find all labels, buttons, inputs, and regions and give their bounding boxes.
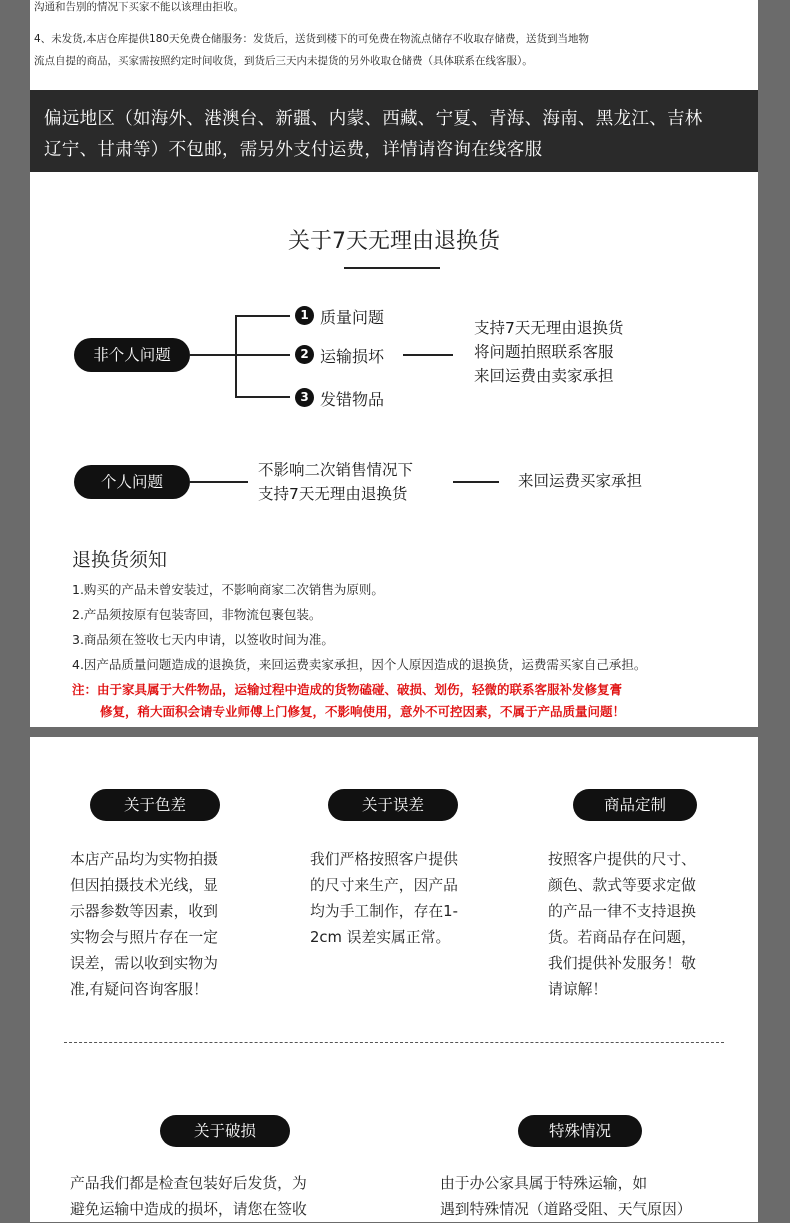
dashed-divider [64,1042,724,1043]
color-difference-badge: 关于色差 [90,789,220,821]
reason-wrong-item: 发错物品 [320,390,385,409]
error-badge: 关于误差 [328,789,458,821]
personal-result: 来回运费买家承担 [518,472,643,490]
damage-badge: 关于破损 [160,1115,290,1147]
text-line: 颜色、款式等要求定做 [548,877,696,894]
remote-area-banner [30,90,758,172]
text-line: 准,有疑问咨询客服！ [70,981,208,998]
notice-rule-3: 3.商品须在签收七天内申请，以签收时间为准。 [72,632,334,647]
text-line: 但因拍摄技术光线，显 [70,877,218,894]
banner-line-2: 辽宁、甘肃等）不包邮，需另外支付运费，详情请咨询在线客服 [44,140,543,160]
connector [190,354,236,356]
top-note-line-1: 沟通和告别的情况下买家不能以该理由拒收。 [34,1,244,13]
top-note-line-2: 4、未发货,本店仓库提供180天免费仓储服务：发货后，送货到楼下的可免费在物流点储存不收取存储费，送货到当地物 [34,33,590,45]
notice-rule-2: 2.产品须按原有包装寄回，非物流包裹包装。 [72,607,322,622]
color-difference-text [70,847,218,1003]
customization-text [548,847,696,1003]
text-line: 均为手工制作，存在1- [310,903,458,920]
connector [403,354,453,356]
non-personal-result-3: 来回运费由卖家承担 [474,367,614,385]
connector [235,396,290,398]
damage-text [70,1171,307,1223]
error-text [310,847,458,951]
text-line: 我们提供补发服务！敬 [548,955,696,972]
text-line: 产品我们都是检查包装好后发货，为 [70,1175,307,1192]
non-personal-result-2: 将问题拍照联系客服 [474,343,614,361]
connector [235,315,290,317]
connector [235,315,237,397]
special-case-badge: 特殊情况 [518,1115,642,1147]
warning-note-line-1: 注：由于家具属于大件物品，运输过程中造成的货物磕碰、破损、划伤，轻微的联系客服补发修复膏 [72,682,623,697]
text-line: 实物会与照片存在一定 [70,929,218,946]
connector [235,354,290,356]
title-underline [344,267,440,269]
top-note-line-3: 流点自提的商品，买家需按照约定时间收货，到货后三天内未提货的另外收取仓储费（具体联系在线客服）。 [34,55,533,67]
text-line: 货。若商品存在问题， [548,929,696,946]
text-line: 请谅解！ [548,981,608,998]
policy-title: 关于7天无理由退换货 [288,229,500,254]
notice-rule-1: 1.购买的产品未曾安装过，不影响商家二次销售为原则。 [72,582,384,597]
personal-condition-1: 不影响二次销售情况下 [258,461,414,479]
text-line: 我们严格按照客户提供 [310,851,458,868]
non-personal-result-1: 支持7天无理由退换货 [474,319,624,337]
text-line: 示器参数等因素，收到 [70,903,218,920]
warning-note-line-2: 修复，稍大面积会请专业师傅上门修复，不影响使用，意外不可控因素，不属于产品质量问题！ [100,704,626,719]
special-case-text [440,1171,692,1223]
return-policy-panel [30,172,758,727]
connector [190,481,248,483]
number-badge-2: 2 [295,345,314,364]
text-line: 2cm 误差实属正常。 [310,929,451,946]
non-personal-issue-pill: 非个人问题 [74,338,190,372]
reason-quality: 质量问题 [320,308,385,327]
text-line: 遇到特殊情况（道路受阻、天气原因） [440,1201,692,1218]
text-line: 由于办公家具属于特殊运输，如 [440,1175,648,1192]
text-line: 避免运输中造成的损坏，请您在签收 [70,1201,307,1218]
info-panel [30,737,758,1222]
text-line: 的尺寸来生产，因产品 [310,877,458,894]
text-line: 误差，需以收到实物为 [70,955,218,972]
customization-badge: 商品定制 [573,789,697,821]
number-badge-1: 1 [295,306,314,325]
text-line: 按照客户提供的尺寸、 [548,851,696,868]
personal-condition-2: 支持7天无理由退换货 [258,485,408,503]
connector [453,481,499,483]
personal-issue-pill: 个人问题 [74,465,190,499]
notice-rule-4: 4.因产品质量问题造成的退换货，来回运费卖家承担，因个人原因造成的退换货，运费需买家自己承担。 [72,657,647,672]
reason-transport: 运输损坏 [320,347,385,366]
banner-line-1: 偏远地区（如海外、港澳台、新疆、内蒙、西藏、宁夏、青海、海南、黑龙江、吉林 [44,109,703,129]
text-line: 的产品一律不支持退换 [548,903,696,920]
notice-title: 退换货须知 [72,549,168,571]
top-notes-panel [30,0,758,90]
number-badge-3: 3 [295,388,314,407]
text-line: 本店产品均为实物拍摄 [70,851,218,868]
